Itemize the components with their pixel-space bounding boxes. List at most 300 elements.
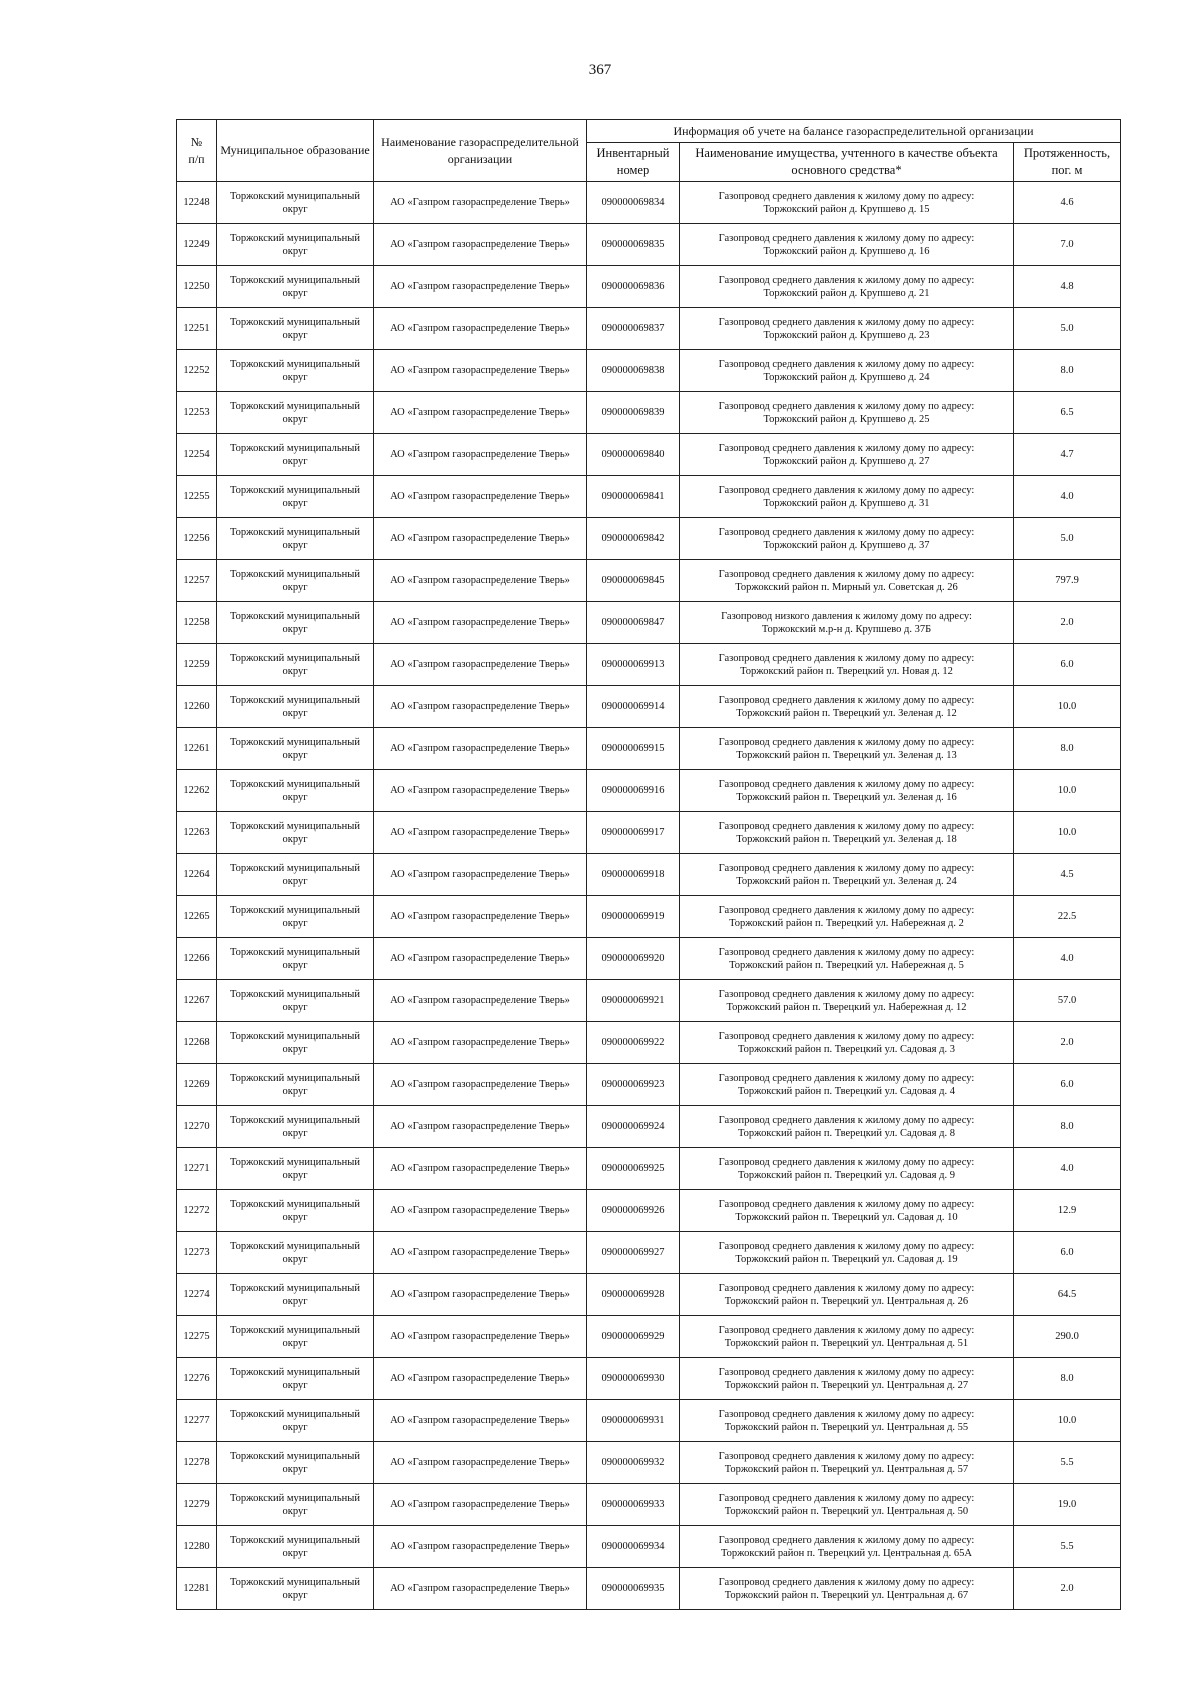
row-number: 12249 (177, 224, 217, 266)
row-property-line-1: Газопровод среднего давления к жилому дому по адресу: (718, 1240, 975, 1252)
header-balance-group: Информация об учете на балансе газораспределительной организации (587, 120, 1121, 143)
row-property-line-2: Торжокский район п. Тверецкий ул. Центральная д. 50 (724, 1505, 969, 1517)
row-organization: АО «Газпром газораспределение Тверь» (374, 518, 587, 560)
row-length: 4.0 (1014, 938, 1121, 980)
row-property-line-1: Газопровод среднего давления к жилому дому по адресу: (718, 736, 975, 748)
row-inventory-number: 090000069838 (587, 350, 680, 392)
row-property-line-1: Газопровод среднего давления к жилому дому по адресу: (718, 1198, 975, 1210)
row-inventory-number: 090000069924 (587, 1106, 680, 1148)
table-row (177, 854, 1121, 896)
row-property-line-1: Газопровод среднего давления к жилому дому по адресу: (718, 1576, 975, 1588)
row-property-description (680, 602, 1014, 644)
row-property-description (680, 1064, 1014, 1106)
table-row (177, 1106, 1121, 1148)
row-property-line-1: Газопровод среднего давления к жилому дому по адресу: (718, 568, 975, 580)
row-inventory-number: 090000069847 (587, 602, 680, 644)
table-row (177, 896, 1121, 938)
row-property-line-2: Торжокский район п. Тверецкий ул. Зеленая д. 13 (736, 749, 957, 761)
row-length: 8.0 (1014, 350, 1121, 392)
row-municipality: Торжокский муниципальный округ (217, 1064, 374, 1106)
row-number: 12258 (177, 602, 217, 644)
row-inventory-number: 090000069934 (587, 1526, 680, 1568)
row-number: 12274 (177, 1274, 217, 1316)
row-property-description (680, 266, 1014, 308)
row-organization: АО «Газпром газораспределение Тверь» (374, 728, 587, 770)
row-length: 5.0 (1014, 518, 1121, 560)
row-property-description (680, 392, 1014, 434)
row-municipality: Торжокский муниципальный округ (217, 1358, 374, 1400)
table-row (177, 644, 1121, 686)
row-property-line-2: Торжокский район п. Тверецкий ул. Центральная д. 57 (724, 1463, 969, 1475)
row-organization: АО «Газпром газораспределение Тверь» (374, 1022, 587, 1064)
property-registry-table (176, 119, 1121, 1610)
row-number: 12271 (177, 1148, 217, 1190)
row-number: 12266 (177, 938, 217, 980)
row-inventory-number: 090000069919 (587, 896, 680, 938)
row-length: 10.0 (1014, 1400, 1121, 1442)
row-number: 12269 (177, 1064, 217, 1106)
row-inventory-number: 090000069930 (587, 1358, 680, 1400)
row-length: 10.0 (1014, 770, 1121, 812)
row-number: 12279 (177, 1484, 217, 1526)
row-property-line-1: Газопровод среднего давления к жилому дому по адресу: (718, 274, 975, 286)
row-municipality: Торжокский муниципальный округ (217, 308, 374, 350)
row-inventory-number: 090000069836 (587, 266, 680, 308)
row-property-line-1: Газопровод среднего давления к жилому дому по адресу: (718, 652, 975, 664)
row-organization: АО «Газпром газораспределение Тверь» (374, 1316, 587, 1358)
row-length: 290.0 (1014, 1316, 1121, 1358)
row-organization: АО «Газпром газораспределение Тверь» (374, 1442, 587, 1484)
header-length: Протяженность, пог. м (1014, 143, 1121, 182)
row-length: 2.0 (1014, 1022, 1121, 1064)
row-length: 4.5 (1014, 854, 1121, 896)
table-row (177, 602, 1121, 644)
row-property-line-2: Торжокский район п. Тверецкий ул. Набережная д. 12 (726, 1001, 967, 1013)
row-organization: АО «Газпром газораспределение Тверь» (374, 560, 587, 602)
table-row (177, 434, 1121, 476)
row-inventory-number: 090000069921 (587, 980, 680, 1022)
row-property-description (680, 1400, 1014, 1442)
row-inventory-number: 090000069932 (587, 1442, 680, 1484)
row-inventory-number: 090000069837 (587, 308, 680, 350)
row-property-description (680, 812, 1014, 854)
row-organization: АО «Газпром газораспределение Тверь» (374, 602, 587, 644)
row-property-line-1: Газопровод среднего давления к жилому дому по адресу: (718, 1450, 975, 1462)
row-property-line-2: Торжокский район п. Тверецкий ул. Зеленая д. 24 (736, 875, 957, 887)
row-municipality: Торжокский муниципальный округ (217, 224, 374, 266)
row-length: 10.0 (1014, 686, 1121, 728)
row-property-description (680, 1442, 1014, 1484)
row-number: 12281 (177, 1568, 217, 1610)
row-property-description (680, 308, 1014, 350)
row-property-line-2: Торжокский район д. Крупшево д. 15 (763, 203, 930, 215)
row-property-line-2: Торжокский район п. Тверецкий ул. Зеленая д. 18 (736, 833, 957, 845)
row-property-line-2: Торжокский район п. Тверецкий ул. Садовая д. 10 (735, 1211, 958, 1223)
row-inventory-number: 090000069933 (587, 1484, 680, 1526)
row-inventory-number: 090000069928 (587, 1274, 680, 1316)
row-length: 7.0 (1014, 224, 1121, 266)
row-property-description (680, 476, 1014, 518)
row-property-description (680, 938, 1014, 980)
row-property-line-1: Газопровод среднего давления к жилому дому по адресу: (718, 232, 975, 244)
row-property-line-1: Газопровод среднего давления к жилому дому по адресу: (718, 316, 975, 328)
row-property-description (680, 1190, 1014, 1232)
row-property-description (680, 1274, 1014, 1316)
row-organization: АО «Газпром газораспределение Тверь» (374, 896, 587, 938)
row-property-description (680, 1232, 1014, 1274)
row-organization: АО «Газпром газораспределение Тверь» (374, 1190, 587, 1232)
row-number: 12268 (177, 1022, 217, 1064)
row-organization: АО «Газпром газораспределение Тверь» (374, 770, 587, 812)
row-property-description (680, 1022, 1014, 1064)
row-property-line-1: Газопровод среднего давления к жилому дому по адресу: (718, 694, 975, 706)
row-organization: АО «Газпром газораспределение Тверь» (374, 1148, 587, 1190)
table-row (177, 770, 1121, 812)
row-inventory-number: 090000069840 (587, 434, 680, 476)
row-municipality: Торжокский муниципальный округ (217, 1526, 374, 1568)
row-inventory-number: 090000069917 (587, 812, 680, 854)
row-property-line-2: Торжокский район д. Крупшево д. 24 (763, 371, 930, 383)
row-property-line-2: Торжокский район п. Тверецкий ул. Центральная д. 67 (724, 1589, 969, 1601)
table-row (177, 1400, 1121, 1442)
row-length: 22.5 (1014, 896, 1121, 938)
header-property: Наименование имущества, учтенного в качестве объекта основного средства* (680, 143, 1014, 182)
row-property-line-1: Газопровод среднего давления к жилому дому по адресу: (718, 1324, 975, 1336)
table-row (177, 1190, 1121, 1232)
row-organization: АО «Газпром газораспределение Тверь» (374, 980, 587, 1022)
row-organization: АО «Газпром газораспределение Тверь» (374, 350, 587, 392)
row-organization: АО «Газпром газораспределение Тверь» (374, 392, 587, 434)
row-number: 12248 (177, 182, 217, 224)
table-body (177, 182, 1121, 1610)
row-organization: АО «Газпром газораспределение Тверь» (374, 1358, 587, 1400)
row-municipality: Торжокский муниципальный округ (217, 770, 374, 812)
row-municipality: Торжокский муниципальный округ (217, 182, 374, 224)
row-inventory-number: 090000069839 (587, 392, 680, 434)
row-property-line-1: Газопровод среднего давления к жилому дому по адресу: (718, 946, 975, 958)
row-municipality: Торжокский муниципальный округ (217, 1442, 374, 1484)
row-property-line-1: Газопровод среднего давления к жилому дому по адресу: (718, 1072, 975, 1084)
row-inventory-number: 090000069929 (587, 1316, 680, 1358)
row-property-description (680, 224, 1014, 266)
row-organization: АО «Газпром газораспределение Тверь» (374, 1568, 587, 1610)
row-length: 797.9 (1014, 560, 1121, 602)
row-length: 4.0 (1014, 476, 1121, 518)
row-length: 6.0 (1014, 1064, 1121, 1106)
row-property-line-1: Газопровод среднего давления к жилому дому по адресу: (718, 526, 975, 538)
row-property-line-2: Торжокский район п. Тверецкий ул. Зеленая д. 12 (736, 707, 957, 719)
row-property-line-1: Газопровод среднего давления к жилому дому по адресу: (718, 442, 975, 454)
row-number: 12273 (177, 1232, 217, 1274)
row-municipality: Торжокский муниципальный округ (217, 1022, 374, 1064)
row-property-line-1: Газопровод среднего давления к жилому дому по адресу: (718, 400, 975, 412)
table-row (177, 1232, 1121, 1274)
table-row (177, 686, 1121, 728)
row-property-line-2: Торжокский район п. Тверецкий ул. Садовая д. 19 (735, 1253, 958, 1265)
row-municipality: Торжокский муниципальный округ (217, 938, 374, 980)
row-length: 64.5 (1014, 1274, 1121, 1316)
row-number: 12276 (177, 1358, 217, 1400)
row-organization: АО «Газпром газораспределение Тверь» (374, 1274, 587, 1316)
table-row (177, 1148, 1121, 1190)
row-municipality: Торжокский муниципальный округ (217, 602, 374, 644)
row-inventory-number: 090000069842 (587, 518, 680, 560)
row-inventory-number: 090000069923 (587, 1064, 680, 1106)
row-inventory-number: 090000069925 (587, 1148, 680, 1190)
row-property-line-1: Газопровод среднего давления к жилому дому по адресу: (718, 1114, 975, 1126)
row-municipality: Торжокский муниципальный округ (217, 1148, 374, 1190)
row-inventory-number: 090000069926 (587, 1190, 680, 1232)
row-property-description (680, 1484, 1014, 1526)
row-length: 6.0 (1014, 1232, 1121, 1274)
row-property-line-1: Газопровод среднего давления к жилому дому по адресу: (718, 1366, 975, 1378)
row-number: 12263 (177, 812, 217, 854)
row-property-line-1: Газопровод среднего давления к жилому дому по адресу: (718, 862, 975, 874)
row-inventory-number: 090000069845 (587, 560, 680, 602)
row-inventory-number: 090000069922 (587, 1022, 680, 1064)
row-property-line-2: Торжокский район д. Крупшево д. 25 (763, 413, 930, 425)
row-inventory-number: 090000069834 (587, 182, 680, 224)
row-organization: АО «Газпром газораспределение Тверь» (374, 224, 587, 266)
row-length: 57.0 (1014, 980, 1121, 1022)
row-municipality: Торжокский муниципальный округ (217, 896, 374, 938)
row-municipality: Торжокский муниципальный округ (217, 644, 374, 686)
row-property-description (680, 1148, 1014, 1190)
row-number: 12272 (177, 1190, 217, 1232)
row-municipality: Торжокский муниципальный округ (217, 1484, 374, 1526)
row-municipality: Торжокский муниципальный округ (217, 1106, 374, 1148)
row-property-line-2: Торжокский район д. Крупшево д. 31 (763, 497, 930, 509)
row-property-line-1: Газопровод среднего давления к жилому дому по адресу: (718, 1156, 975, 1168)
row-property-line-1: Газопровод среднего давления к жилому дому по адресу: (718, 358, 975, 370)
row-municipality: Торжокский муниципальный округ (217, 518, 374, 560)
table-row (177, 812, 1121, 854)
table-row (177, 392, 1121, 434)
row-organization: АО «Газпром газораспределение Тверь» (374, 644, 587, 686)
row-number: 12264 (177, 854, 217, 896)
row-property-line-2: Торжокский район д. Крупшево д. 23 (763, 329, 930, 341)
row-property-line-2: Торжокский район п. Тверецкий ул. Садовая д. 4 (738, 1085, 955, 1097)
row-municipality: Торжокский муниципальный округ (217, 980, 374, 1022)
row-organization: АО «Газпром газораспределение Тверь» (374, 812, 587, 854)
row-municipality: Торжокский муниципальный округ (217, 686, 374, 728)
row-number: 12275 (177, 1316, 217, 1358)
row-number: 12253 (177, 392, 217, 434)
row-number: 12262 (177, 770, 217, 812)
row-property-description (680, 434, 1014, 476)
row-organization: АО «Газпром газораспределение Тверь» (374, 1106, 587, 1148)
row-organization: АО «Газпром газораспределение Тверь» (374, 1232, 587, 1274)
row-municipality: Торжокский муниципальный округ (217, 476, 374, 518)
row-property-description (680, 1358, 1014, 1400)
row-number: 12251 (177, 308, 217, 350)
row-property-description (680, 182, 1014, 224)
row-number: 12256 (177, 518, 217, 560)
header-row-top (177, 120, 1121, 143)
row-property-line-2: Торжокский район д. Крупшево д. 27 (763, 455, 930, 467)
row-inventory-number: 090000069914 (587, 686, 680, 728)
table-row (177, 1022, 1121, 1064)
table-row (177, 182, 1121, 224)
row-number: 12265 (177, 896, 217, 938)
row-property-line-1: Газопровод среднего давления к жилому дому по адресу: (718, 988, 975, 1000)
row-organization: АО «Газпром газораспределение Тверь» (374, 854, 587, 896)
row-property-line-2: Торжокский район п. Тверецкий ул. Зеленая д. 16 (736, 791, 957, 803)
row-inventory-number: 090000069931 (587, 1400, 680, 1442)
table-row (177, 1316, 1121, 1358)
row-property-description (680, 1568, 1014, 1610)
table-row (177, 980, 1121, 1022)
row-length: 6.0 (1014, 644, 1121, 686)
row-municipality: Торжокский муниципальный округ (217, 812, 374, 854)
row-municipality: Торжокский муниципальный округ (217, 854, 374, 896)
row-organization: АО «Газпром газораспределение Тверь» (374, 1526, 587, 1568)
row-organization: АО «Газпром газораспределение Тверь» (374, 686, 587, 728)
row-property-line-1: Газопровод среднего давления к жилому дому по адресу: (718, 1408, 975, 1420)
row-property-line-2: Торжокский район п. Тверецкий ул. Садовая д. 9 (738, 1169, 955, 1181)
table-row (177, 560, 1121, 602)
page-number: 367 (588, 62, 612, 78)
row-municipality: Торжокский муниципальный округ (217, 1274, 374, 1316)
row-organization: АО «Газпром газораспределение Тверь» (374, 308, 587, 350)
row-organization: АО «Газпром газораспределение Тверь» (374, 1064, 587, 1106)
table-row (177, 518, 1121, 560)
row-property-line-1: Газопровод среднего давления к жилому дому по адресу: (718, 190, 975, 202)
row-inventory-number: 090000069915 (587, 728, 680, 770)
row-property-line-1: Газопровод низкого давления к жилому дому по адресу: (721, 610, 972, 622)
row-property-line-2: Торжокский район п. Тверецкий ул. Центральная д. 26 (724, 1295, 969, 1307)
row-length: 8.0 (1014, 1358, 1121, 1400)
row-inventory-number: 090000069835 (587, 224, 680, 266)
row-property-line-2: Торжокский район п. Тверецкий ул. Набережная д. 5 (729, 959, 964, 971)
table-row (177, 1274, 1121, 1316)
row-inventory-number: 090000069920 (587, 938, 680, 980)
table-row (177, 1526, 1121, 1568)
row-length: 4.0 (1014, 1148, 1121, 1190)
header-num: № п/п (177, 120, 217, 182)
row-inventory-number: 090000069916 (587, 770, 680, 812)
row-length: 4.8 (1014, 266, 1121, 308)
row-number: 12255 (177, 476, 217, 518)
row-property-description (680, 644, 1014, 686)
row-property-line-2: Торжокский район п. Мирный ул. Советская д. 26 (735, 581, 958, 593)
row-length: 4.6 (1014, 182, 1121, 224)
row-property-description (680, 728, 1014, 770)
row-property-line-1: Газопровод среднего давления к жилому дому по адресу: (718, 778, 975, 790)
row-organization: АО «Газпром газораспределение Тверь» (374, 1400, 587, 1442)
header-organization: Наименование газораспределительной организации (374, 120, 587, 182)
row-property-line-1: Газопровод среднего давления к жилому дому по адресу: (718, 820, 975, 832)
table-row (177, 308, 1121, 350)
row-property-line-1: Газопровод среднего давления к жилому дому по адресу: (718, 1030, 975, 1042)
row-inventory-number: 090000069918 (587, 854, 680, 896)
row-number: 12280 (177, 1526, 217, 1568)
row-property-line-2: Торжокский район п. Тверецкий ул. Новая д. 12 (740, 665, 953, 677)
table-row (177, 224, 1121, 266)
row-property-description (680, 560, 1014, 602)
row-number: 12278 (177, 1442, 217, 1484)
table-row (177, 1568, 1121, 1610)
row-property-line-2: Торжокский район п. Тверецкий ул. Садовая д. 8 (738, 1127, 955, 1139)
row-property-line-2: Торжокский район д. Крупшево д. 21 (763, 287, 930, 299)
row-property-line-2: Торжокский район п. Тверецкий ул. Центральная д. 55 (724, 1421, 969, 1433)
table-row (177, 476, 1121, 518)
row-municipality: Торжокский муниципальный округ (217, 434, 374, 476)
row-municipality: Торжокский муниципальный округ (217, 266, 374, 308)
row-property-line-1: Газопровод среднего давления к жилому дому по адресу: (718, 904, 975, 916)
row-number: 12270 (177, 1106, 217, 1148)
table-row (177, 1064, 1121, 1106)
row-property-line-1: Газопровод среднего давления к жилому дому по адресу: (718, 484, 975, 496)
table-row (177, 1484, 1121, 1526)
row-length: 8.0 (1014, 1106, 1121, 1148)
table-row (177, 1442, 1121, 1484)
table-row (177, 938, 1121, 980)
row-property-description (680, 980, 1014, 1022)
row-inventory-number: 090000069935 (587, 1568, 680, 1610)
row-municipality: Торжокский муниципальный округ (217, 1190, 374, 1232)
row-property-line-1: Газопровод среднего давления к жилому дому по адресу: (718, 1492, 975, 1504)
row-municipality: Торжокский муниципальный округ (217, 350, 374, 392)
row-number: 12250 (177, 266, 217, 308)
row-length: 6.5 (1014, 392, 1121, 434)
row-property-description (680, 896, 1014, 938)
row-length: 8.0 (1014, 728, 1121, 770)
row-length: 5.0 (1014, 308, 1121, 350)
row-organization: АО «Газпром газораспределение Тверь» (374, 938, 587, 980)
row-property-description (680, 1106, 1014, 1148)
row-municipality: Торжокский муниципальный округ (217, 392, 374, 434)
row-property-description (680, 350, 1014, 392)
header-municipality: Муниципальное образование (217, 120, 374, 182)
table-row (177, 1358, 1121, 1400)
row-property-description (680, 854, 1014, 896)
row-municipality: Торжокский муниципальный округ (217, 1568, 374, 1610)
row-number: 12259 (177, 644, 217, 686)
row-length: 5.5 (1014, 1442, 1121, 1484)
row-length: 12.9 (1014, 1190, 1121, 1232)
row-organization: АО «Газпром газораспределение Тверь» (374, 434, 587, 476)
table-row (177, 350, 1121, 392)
row-organization: АО «Газпром газораспределение Тверь» (374, 266, 587, 308)
row-property-line-2: Торжокский район д. Крупшево д. 16 (763, 245, 930, 257)
row-municipality: Торжокский муниципальный округ (217, 560, 374, 602)
row-organization: АО «Газпром газораспределение Тверь» (374, 476, 587, 518)
row-length: 2.0 (1014, 602, 1121, 644)
row-municipality: Торжокский муниципальный округ (217, 1400, 374, 1442)
row-length: 4.7 (1014, 434, 1121, 476)
row-property-line-2: Торжокский район п. Тверецкий ул. Центральная д. 65А (721, 1547, 972, 1559)
row-municipality: Торжокский муниципальный округ (217, 1232, 374, 1274)
row-length: 5.5 (1014, 1526, 1121, 1568)
row-property-line-2: Торжокский район д. Крупшево д. 37 (763, 539, 930, 551)
row-number: 12257 (177, 560, 217, 602)
row-property-line-2: Торжокский район п. Тверецкий ул. Набережная д. 2 (729, 917, 964, 929)
row-organization: АО «Газпром газораспределение Тверь» (374, 182, 587, 224)
row-property-line-2: Торжокский район п. Тверецкий ул. Центральная д. 51 (724, 1337, 969, 1349)
row-number: 12260 (177, 686, 217, 728)
row-number: 12267 (177, 980, 217, 1022)
row-property-line-1: Газопровод среднего давления к жилому дому по адресу: (718, 1282, 975, 1294)
row-property-line-2: Торжокский район п. Тверецкий ул. Садовая д. 3 (738, 1043, 955, 1055)
row-number: 12252 (177, 350, 217, 392)
row-inventory-number: 090000069927 (587, 1232, 680, 1274)
table-row (177, 266, 1121, 308)
row-property-description (680, 686, 1014, 728)
row-length: 10.0 (1014, 812, 1121, 854)
row-inventory-number: 090000069913 (587, 644, 680, 686)
header-inventory: Инвентарный номер (587, 143, 680, 182)
